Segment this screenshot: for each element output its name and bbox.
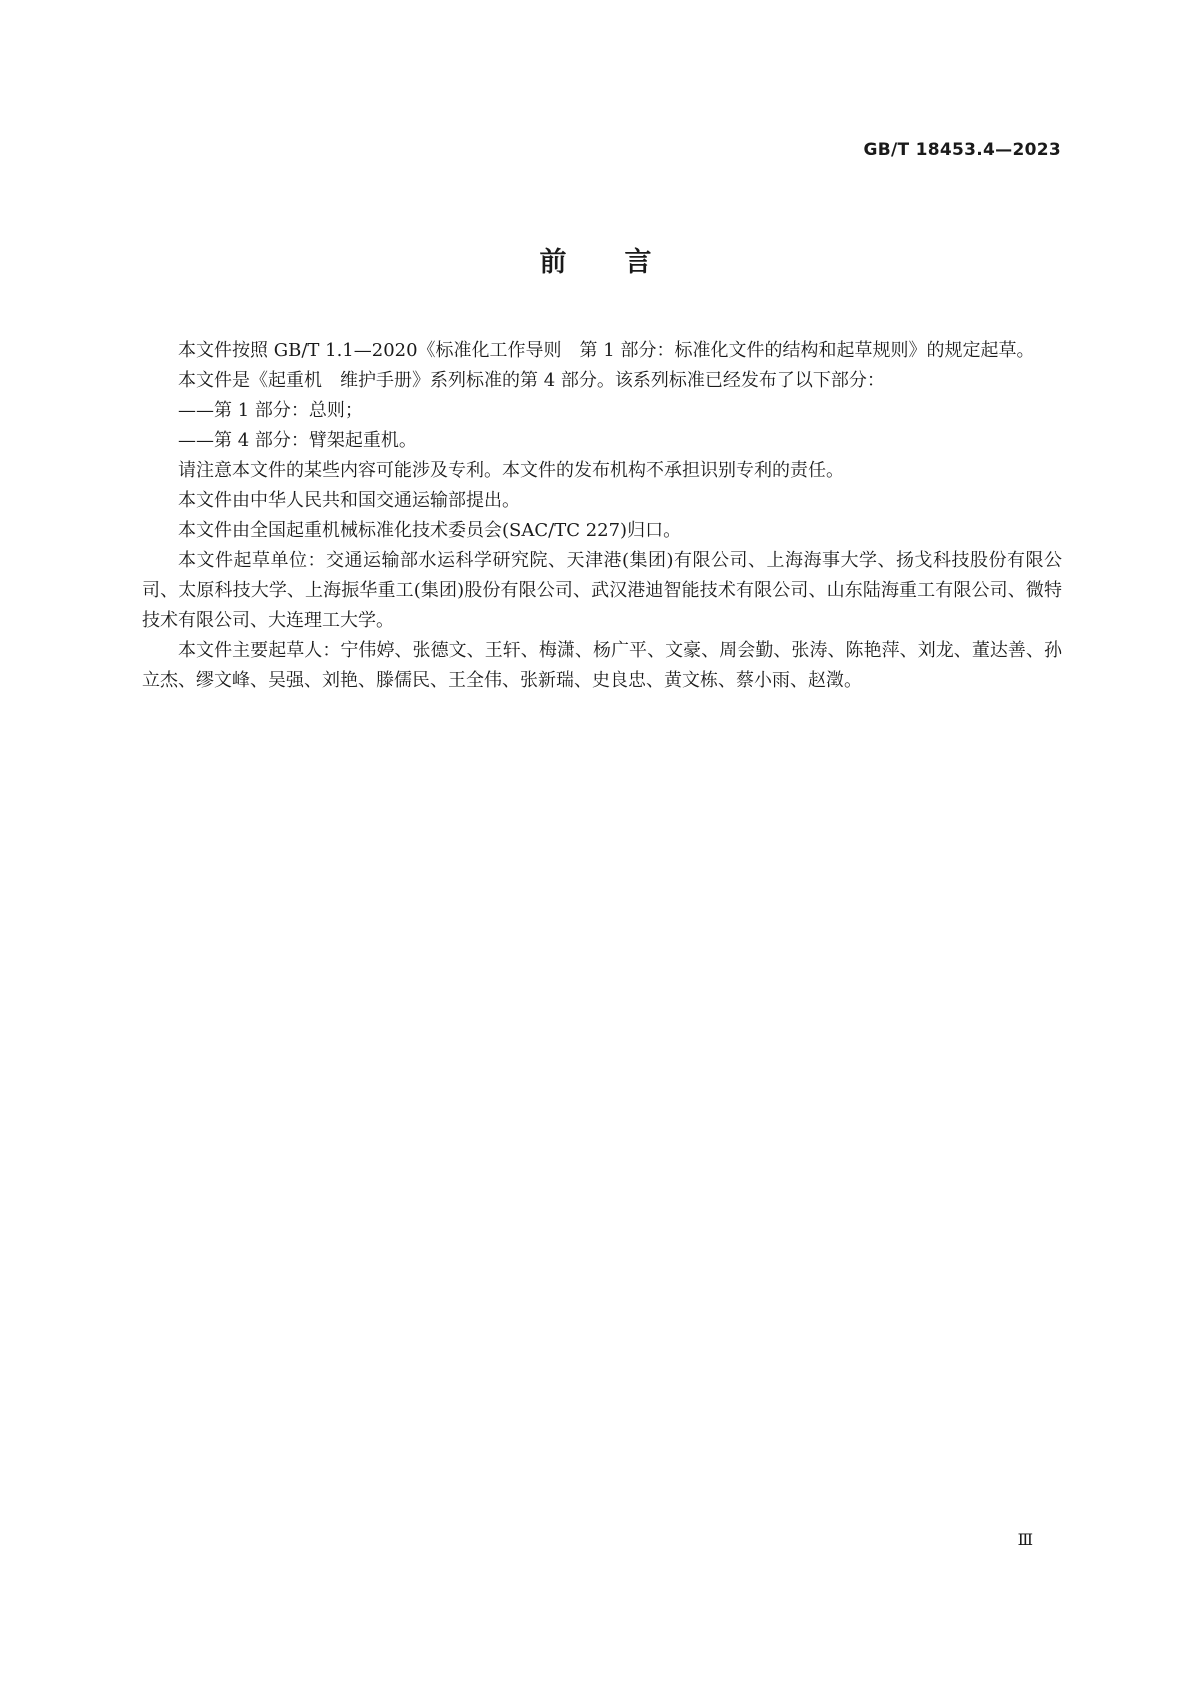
page-number: Ⅲ	[1017, 1530, 1033, 1549]
paragraph-proposed-by: 本文件由中华人民共和国交通运输部提出。	[178, 490, 520, 511]
page-title: 前言	[539, 247, 710, 278]
paragraph-series-part: 本文件是《起重机 维护手册》系列标准的第 4 部分。该系列标准已经发布了以下部分：	[178, 370, 885, 391]
standard-number: GB/T 18453.4—2023	[863, 140, 1061, 160]
paragraph-drafting-rules: 本文件按照 GB/T 1.1—2020《标准化工作导则 第 1 部分：标准化文件的结构和起草规则》的规定起草。	[178, 340, 1035, 361]
paragraph-drafting-units: 本文件起草单位：交通运输部水运科学研究院、天津港(集团)有限公司、上海海事大学、扬戈科技股份有限公司、太原科技大学、上海振华重工(集团)股份有限公司、武汉港迪智能技术有限公司、山东陆海重工有限公司、微特技术有限公司、大连理工大学。	[142, 550, 1062, 631]
paragraph-drafters: 本文件主要起草人：宁伟婷、张德文、王轩、梅潇、杨广平、文豪、周会勤、张涛、陈艳萍、刘龙、董达善、孙立杰、缪文峰、吴强、刘艳、滕儒民、王全伟、张新瑞、史良忠、黄文栋、蔡小雨、赵澂。	[142, 640, 1062, 691]
list-item-part-4: ——第 4 部分：臂架起重机。	[178, 430, 417, 451]
paragraph-patent-notice: 请注意本文件的某些内容可能涉及专利。本文件的发布机构不承担识别专利的责任。	[178, 460, 844, 481]
foreword-body	[142, 336, 1062, 696]
list-item-part-1: ——第 1 部分：总则；	[178, 400, 363, 421]
paragraph-technical-committee: 本文件由全国起重机械标准化技术委员会(SAC/TC 227)归口。	[178, 520, 682, 541]
